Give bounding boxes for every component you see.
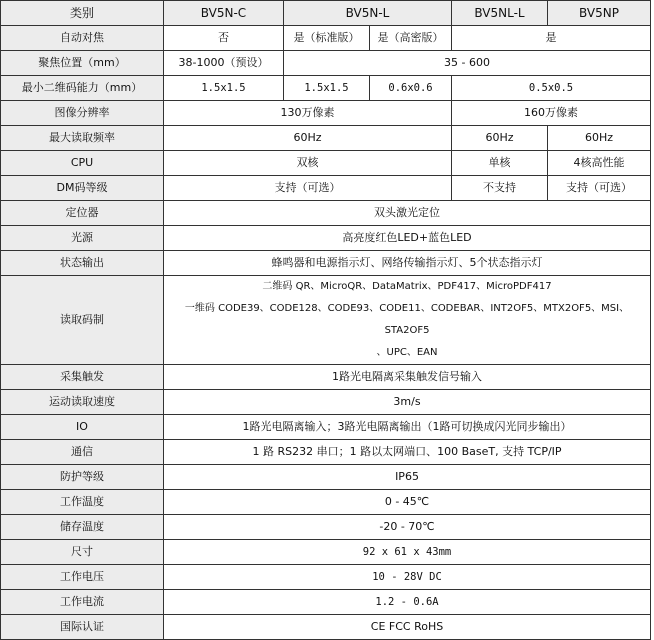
cell-value: 0.5x0.5: [452, 76, 651, 101]
row-label: 通信: [1, 440, 164, 465]
row-storage-temp: [1, 515, 651, 540]
cell-value: 1路光电隔离采集触发信号输入: [164, 365, 651, 390]
cell-value: 支持（可选）: [164, 176, 452, 201]
row-label: 工作电压: [1, 565, 164, 590]
cell-value: 是（标准版）: [284, 26, 370, 51]
cell-value: 60Hz: [164, 126, 452, 151]
row-label: 聚焦位置（mm）: [1, 51, 164, 76]
row-label: 读取码制: [1, 276, 164, 365]
cell-value: 是: [452, 26, 651, 51]
cell-value: IP65: [164, 465, 651, 490]
row-label: 国际认证: [1, 615, 164, 640]
cell-value: 160万像素: [452, 101, 651, 126]
cell-value: 1.2 - 0.6A: [164, 590, 651, 615]
cell-value: 不支持: [452, 176, 548, 201]
row-label: 尺寸: [1, 540, 164, 565]
symbology-line-1d: 一维码 CODE39、CODE128、CODE93、CODE11、CODEBAR、INT2OF5、MTX2OF5、MSI、STA2OF5: [184, 303, 630, 336]
row-label: 自动对焦: [1, 26, 164, 51]
row-status-output: [1, 251, 651, 276]
row-light-source: [1, 226, 651, 251]
cell-value: 1.5x1.5: [284, 76, 370, 101]
cell-value: 1路光电隔离输入；3路光电隔离输出（1路可切换成闪光同步输出）: [164, 415, 651, 440]
cell-value: 60Hz: [548, 126, 651, 151]
row-label: 工作温度: [1, 490, 164, 515]
cell-value: 蜂鸣器和电源指示灯、网络传输指示灯、5个状态指示灯: [164, 251, 651, 276]
cell-value: 92 x 61 x 43mm: [164, 540, 651, 565]
cell-value: 1 路 RS232 串口；1 路以太网端口、100 BaseT, 支持 TCP/IP: [164, 440, 651, 465]
row-label: 储存温度: [1, 515, 164, 540]
row-trigger: [1, 365, 651, 390]
row-protection: [1, 465, 651, 490]
cell-value: 单核: [452, 151, 548, 176]
row-focus-position: [1, 51, 651, 76]
cell-value: 4核高性能: [548, 151, 651, 176]
symbology-line-2d: 二维码 QR、MicroQR、DataMatrix、PDF417、MicroPDF417: [262, 281, 552, 292]
row-communication: [1, 440, 651, 465]
cell-value: 1.5x1.5: [164, 76, 284, 101]
row-label: 图像分辨率: [1, 101, 164, 126]
model-bv5nl-l-header: BV5NL-L: [452, 1, 548, 26]
header-row: [1, 1, 651, 26]
row-cpu: [1, 151, 651, 176]
row-label: 最小二维码能力（mm）: [1, 76, 164, 101]
model-bv5n-c-header: BV5N-C: [164, 1, 284, 26]
model-bv5n-l-header: BV5N-L: [284, 1, 452, 26]
model-bv5np-header: BV5NP: [548, 1, 651, 26]
row-label: 运动读取速度: [1, 390, 164, 415]
row-label: 工作电流: [1, 590, 164, 615]
row-size: [1, 540, 651, 565]
row-autofocus: [1, 26, 651, 51]
row-label: 状态输出: [1, 251, 164, 276]
cell-value: 是（高密版）: [370, 26, 452, 51]
symbology-cell: [164, 276, 651, 365]
row-label: 光源: [1, 226, 164, 251]
cell-value: -20 - 70℃: [164, 515, 651, 540]
cell-value: 130万像素: [164, 101, 452, 126]
symbology-line-1d-cont: 、UPC、EAN: [376, 347, 438, 358]
row-dm-grade: [1, 176, 651, 201]
row-label: 防护等级: [1, 465, 164, 490]
cell-value: 10 - 28V DC: [164, 565, 651, 590]
cell-value: 双核: [164, 151, 452, 176]
row-label: CPU: [1, 151, 164, 176]
row-label: 采集触发: [1, 365, 164, 390]
row-io: [1, 415, 651, 440]
row-symbologies: [1, 276, 651, 365]
cell-value: 0.6x0.6: [370, 76, 452, 101]
row-min-code: [1, 76, 651, 101]
row-speed: [1, 390, 651, 415]
cell-value: 35 - 600: [284, 51, 651, 76]
cell-value: 支持（可选）: [548, 176, 651, 201]
row-label: IO: [1, 415, 164, 440]
row-max-rate: [1, 126, 651, 151]
cell-value: 高亮度红色LED+蓝色LED: [164, 226, 651, 251]
row-resolution: [1, 101, 651, 126]
cell-value: 双头激光定位: [164, 201, 651, 226]
row-voltage: [1, 565, 651, 590]
cell-value: 否: [164, 26, 284, 51]
cell-value: CE FCC RoHS: [164, 615, 651, 640]
row-label: 最大读取频率: [1, 126, 164, 151]
cell-value: 60Hz: [452, 126, 548, 151]
row-certification: [1, 615, 651, 640]
cell-value: 3m/s: [164, 390, 651, 415]
cell-value: 0 - 45℃: [164, 490, 651, 515]
row-current: [1, 590, 651, 615]
row-label: DM码等级: [1, 176, 164, 201]
row-label: 定位器: [1, 201, 164, 226]
category-header: 类别: [1, 1, 164, 26]
cell-value: 38-1000（预设）: [164, 51, 284, 76]
row-work-temp: [1, 490, 651, 515]
row-locator: [1, 201, 651, 226]
